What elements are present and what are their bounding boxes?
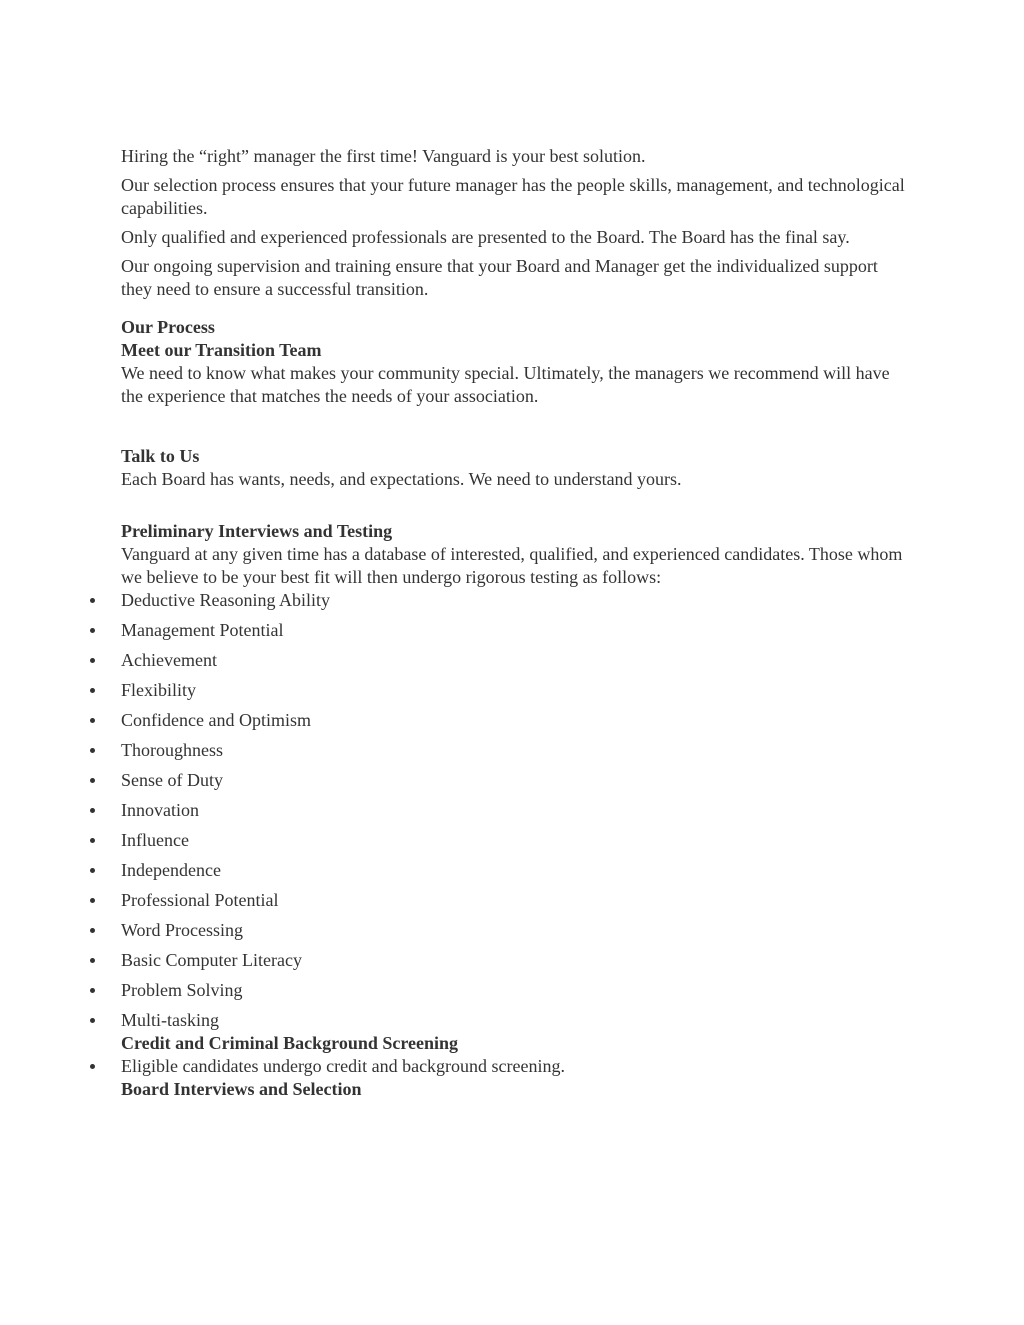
list-item-label: Independence (121, 860, 221, 880)
list-item-label: Flexibility (121, 680, 197, 700)
intro-section (121, 145, 911, 301)
bullet-icon (90, 628, 95, 633)
process-section (121, 316, 911, 408)
bullet-icon (90, 868, 95, 873)
bullet-icon (90, 598, 95, 603)
list-item-label: Deductive Reasoning Ability (121, 590, 330, 610)
preliminary-body: Vanguard at any given time has a database of interested, qualified, and experienced candidates. Those whom we believe to be your best fit will then undergo rigorous testing as follows: (121, 544, 903, 587)
document-page (121, 145, 911, 1108)
list-item (121, 739, 911, 762)
list-item (121, 1055, 911, 1101)
list-item-label: Basic Computer Literacy (121, 950, 302, 970)
intro-paragraph-2: Our selection process ensures that your future manager has the people skills, management, and technological capabilities. (121, 175, 905, 218)
list-item (121, 829, 911, 852)
bullet-icon (90, 658, 95, 663)
process-heading: Our Process (121, 317, 215, 337)
list-item-label: Confidence and Optimism (121, 710, 311, 730)
transition-team-title: Meet our Transition Team (121, 340, 322, 360)
bullet-icon (90, 958, 95, 963)
list-item (121, 679, 911, 702)
list-item (121, 949, 911, 972)
list-item (121, 769, 911, 792)
list-item-label: Professional Potential (121, 890, 279, 910)
list-item-label: Sense of Duty (121, 770, 223, 790)
transition-team-body: We need to know what makes your community special. Ultimately, the managers we recommend will have the experience that matches the needs of your association. (121, 363, 890, 406)
intro-paragraph-3: Only qualified and experienced professionals are presented to the Board. The Board has the final say. (121, 227, 850, 247)
credit-title: Credit and Criminal Background Screening (121, 1033, 459, 1053)
list-item-label: Multi-tasking (121, 1010, 219, 1030)
talk-body: Each Board has wants, needs, and expectations. We need to understand yours. (121, 469, 682, 489)
list-item-label: Management Potential (121, 620, 284, 640)
list-item (121, 589, 911, 612)
talk-section (121, 445, 911, 491)
talk-title: Talk to Us (121, 446, 200, 466)
preliminary-section (121, 520, 911, 589)
list-item-label: Achievement (121, 650, 217, 670)
intro-paragraph-1: Hiring the “right” manager the first time! Vanguard is your best solution. (121, 146, 646, 166)
bullet-icon (90, 988, 95, 993)
list-item-label: Thoroughness (121, 740, 223, 760)
list-item-label: Word Processing (121, 920, 244, 940)
list-item-label: Problem Solving (121, 980, 243, 1000)
list-item (121, 1009, 911, 1055)
preliminary-title: Preliminary Interviews and Testing (121, 521, 393, 541)
list-item (121, 979, 911, 1002)
list-item (121, 859, 911, 882)
list-item (121, 889, 911, 912)
intro-paragraph-4: Our ongoing supervision and training ensure that your Board and Manager get the individualized support they need to ensure a successful transition. (121, 256, 878, 299)
bullet-icon (90, 808, 95, 813)
list-item (121, 799, 911, 822)
bullet-icon (90, 928, 95, 933)
list-item (121, 919, 911, 942)
bullet-icon (90, 838, 95, 843)
bullet-icon (90, 778, 95, 783)
testing-list (121, 589, 911, 1055)
list-item-label: Innovation (121, 800, 199, 820)
list-item (121, 709, 911, 732)
bullet-icon (90, 1064, 95, 1069)
list-item-label: Eligible candidates undergo credit and background screening. (121, 1056, 566, 1076)
board-title: Board Interviews and Selection (121, 1079, 362, 1099)
list-item (121, 619, 911, 642)
bullet-icon (90, 688, 95, 693)
list-item-label: Influence (121, 830, 189, 850)
bullet-icon (90, 718, 95, 723)
bullet-icon (90, 1018, 95, 1023)
screening-list (121, 1055, 911, 1101)
bullet-icon (90, 898, 95, 903)
bullet-icon (90, 748, 95, 753)
list-item (121, 649, 911, 672)
